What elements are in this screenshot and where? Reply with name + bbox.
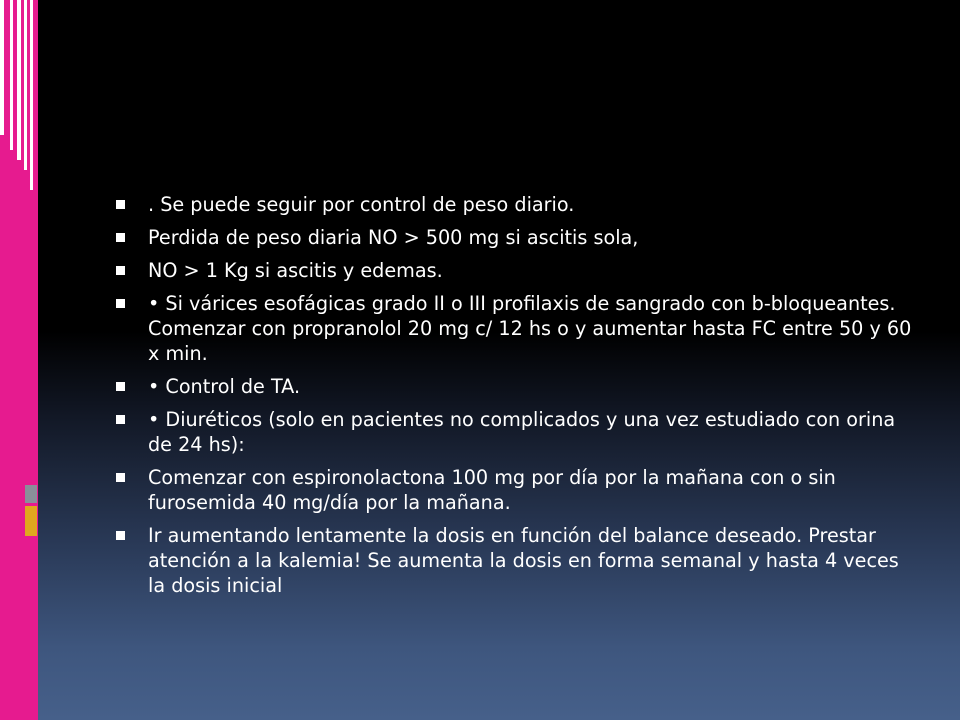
list-item [112,465,912,515]
square-bullet-icon [112,192,148,217]
list-item [112,225,912,250]
decor-accent-gold [25,506,37,536]
square-bullet-icon [112,291,148,316]
decor-bar-3 [17,0,21,160]
bullet-list [112,192,912,598]
square-bullet-icon [112,407,148,432]
bullet-text: . Se puede seguir por control de peso diario. [148,193,575,216]
bullet-text: • Control de TA. [148,375,301,398]
decor-bar-5 [30,0,33,190]
bullet-text: • Diuréticos (solo en pacientes no complicados y una vez estudiado con orina de 24 hs): [148,408,896,456]
decor-accent-gray [25,485,37,503]
list-item [112,291,912,366]
square-bullet-icon [112,258,148,283]
list-item [112,523,912,598]
list-item [112,192,912,217]
list-item [112,374,912,399]
list-item [112,407,912,457]
decor-bar-4 [24,0,27,170]
decor-bar-2 [10,0,13,150]
bullet-text: Perdida de peso diaria NO > 500 mg si ascitis sola, [148,226,639,249]
bullet-text: NO > 1 Kg si ascitis y edemas. [148,259,443,282]
decor-bar-1 [0,0,4,135]
slide-content [112,192,912,606]
square-bullet-icon [112,225,148,250]
bullet-text: Ir aumentando lentamente la dosis en función del balance deseado. Prestar atención a la kalemia! Se aumenta la dosis en forma semanal y hasta 4 veces la dosis inicial [148,524,899,597]
bullet-text: • Si várices esofágicas grado II o III profilaxis de sangrado con b-bloqueantes. Comenzar con propranolol 20 mg c/ 12 hs o y aumentar hasta FC entre 50 y 60 x min. [148,292,912,365]
square-bullet-icon [112,374,148,399]
square-bullet-icon [112,523,148,548]
list-item [112,258,912,283]
bullet-text: Comenzar con espironolactona 100 mg por día por la mañana con o sin furosemida 40 mg/día por la mañana. [148,466,836,514]
square-bullet-icon [112,465,148,490]
